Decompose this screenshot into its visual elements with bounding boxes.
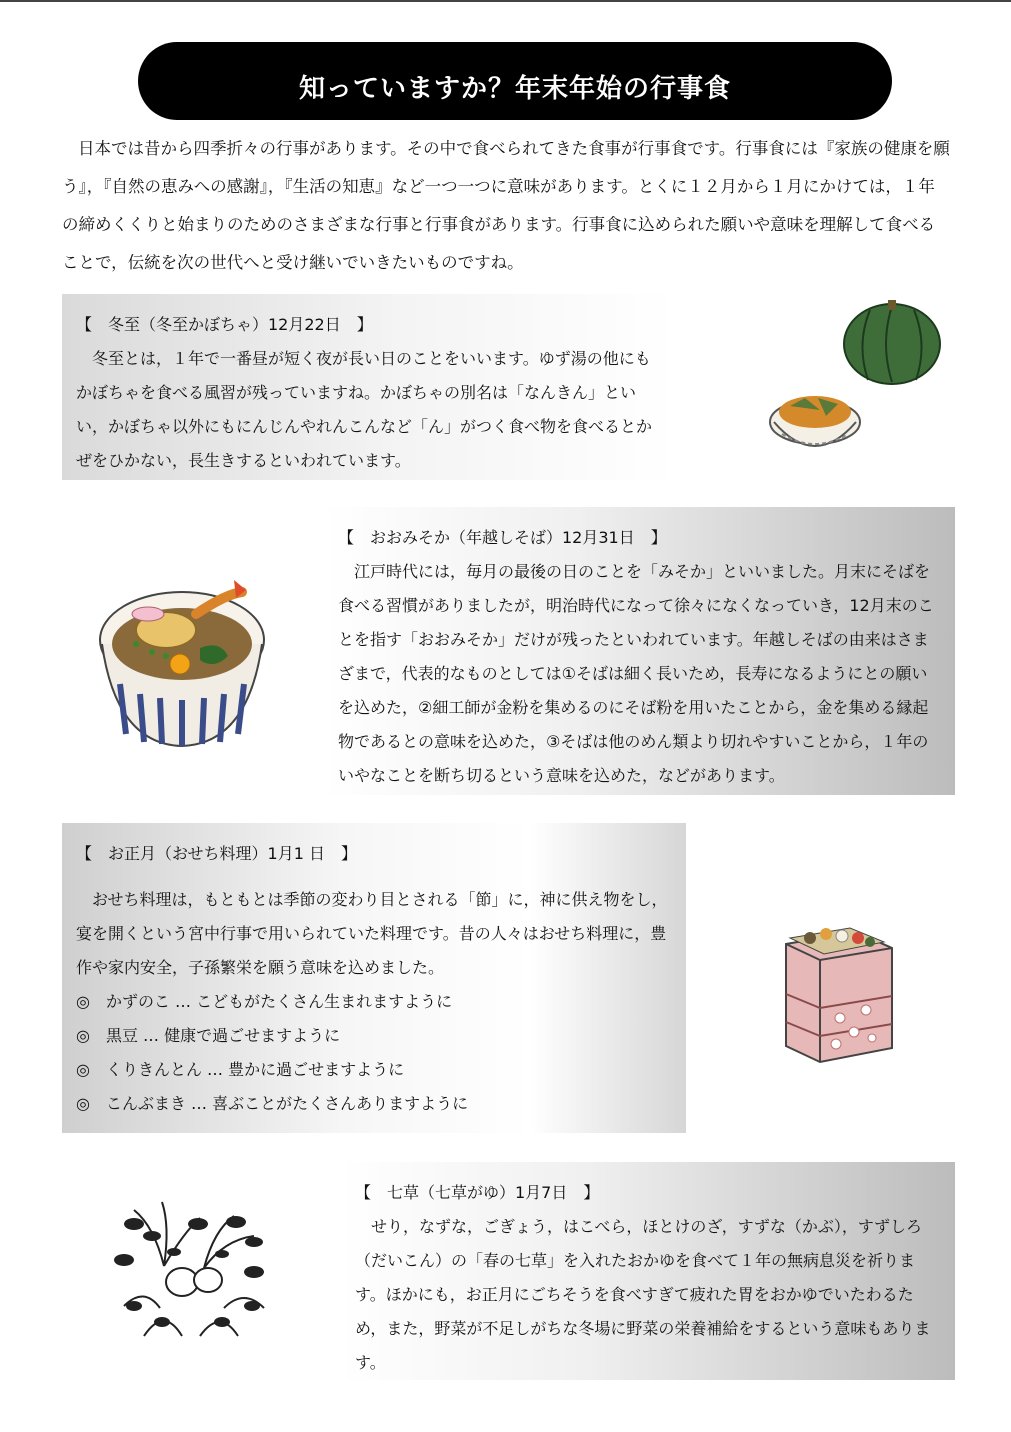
section-body: 冬至とは，１年で一番昼が短く夜が長い日のことをいいます。ゆず湯の他にもかぼちゃを食べる風習が残っていますね。かぼちゃの別名は「なんきん」といい，かぼちゃ以外にもにんじんやれんこんなど「ん」がつく食べ物を食べるとかぜをひかない，長生きするといわれています。 [76, 349, 653, 470]
nanakusa-illustration [104, 1196, 282, 1344]
section-body: おせち料理は，もともとは季節の変わり目とされる「節」に，神に供え物をし，宴を開くという宮中行事で用いられていた料理です。昔の人々はおせち料理に，豊作や家内安全，子孫繁栄を願う意味を込めました。 [76, 890, 668, 977]
section-omisoka [324, 507, 955, 795]
list-item: ◎ 黒豆 … 健康で過ごせますように [76, 1026, 341, 1045]
section-toji [62, 294, 676, 480]
osechi-box-illustration [780, 898, 900, 1066]
page-title: 知っていますか？年末年始の行事食 [298, 73, 731, 104]
title-banner [138, 42, 892, 120]
section-nanakusa [341, 1162, 955, 1380]
section-body: せり，なずな，ごぎょう，はこべら，ほとけのざ，すずな（かぶ），すずしろ（だいこん）の「春の七草」を入れたおかゆを食べて１年の無病息災を祈ります。ほかにも，お正月にごちそうを食べすぎて疲れた胃をおかゆでいたわるため，また，野菜が不足しがちな冬場に野菜の栄養補給をするという意味もあります。 [355, 1217, 931, 1372]
top-rule [0, 0, 1011, 2]
list-item: ◎ こんぶまき … 喜ぶことがたくさんありますように [76, 1094, 469, 1113]
list-item: ◎ かずのこ … こどもがたくさん生まれますように [76, 992, 453, 1011]
list-item: ◎ くりきんとん … 豊かに過ごせますように [76, 1060, 405, 1079]
section-body: 江戸時代には，毎月の最後の日のことを「みそか」といいました。月末にそばを食べる習慣がありましたが，明治時代になって徐々になくなっていき，12月末のことを指す「おおみそか」だけが残ったといわれています。年越しそばの由来はさまざまで，代表的なものとしては①そばは細く長いため，長寿になるようにとの願いを込めた，②細工師が金粉を集めるのにそば粉を用いたことから，金を集める縁起物であるとの意味を込めた，③そばは他のめん類より切れやすいことから，１年のいやなことを断ち切るという意味を込めた，などがあります。 [338, 562, 934, 785]
section-heading: 【 冬至（冬至かぼちゃ）12月22日 】 [76, 315, 373, 334]
soba-bowl-illustration [96, 574, 268, 750]
section-heading: 【 お正月（おせち料理）1月1 日 】 [76, 844, 357, 863]
kabocha-illustration [760, 294, 960, 470]
section-oshogatsu [62, 823, 686, 1133]
section-heading: 【 おおみそか（年越しそば）12月31日 】 [338, 528, 667, 547]
intro-paragraph: 日本では昔から四季折々の行事があります。その中で食べられてきた食事が行事食です。行事食には『家族の健康を願う』，『自然の恵みへの感謝』，『生活の知恵』など一つ一つに意味があります。とくに１２月から１月にかけては，１年の締めくくりと始まりのためのさまざまな行事と行事食があります。行事食に込められた願いや意味を理解して食べることで，伝統を次の世代へと受け継いでいきたいものですね。 [62, 139, 950, 272]
section-heading: 【 七草（七草がゆ）1月7日 】 [355, 1183, 600, 1202]
